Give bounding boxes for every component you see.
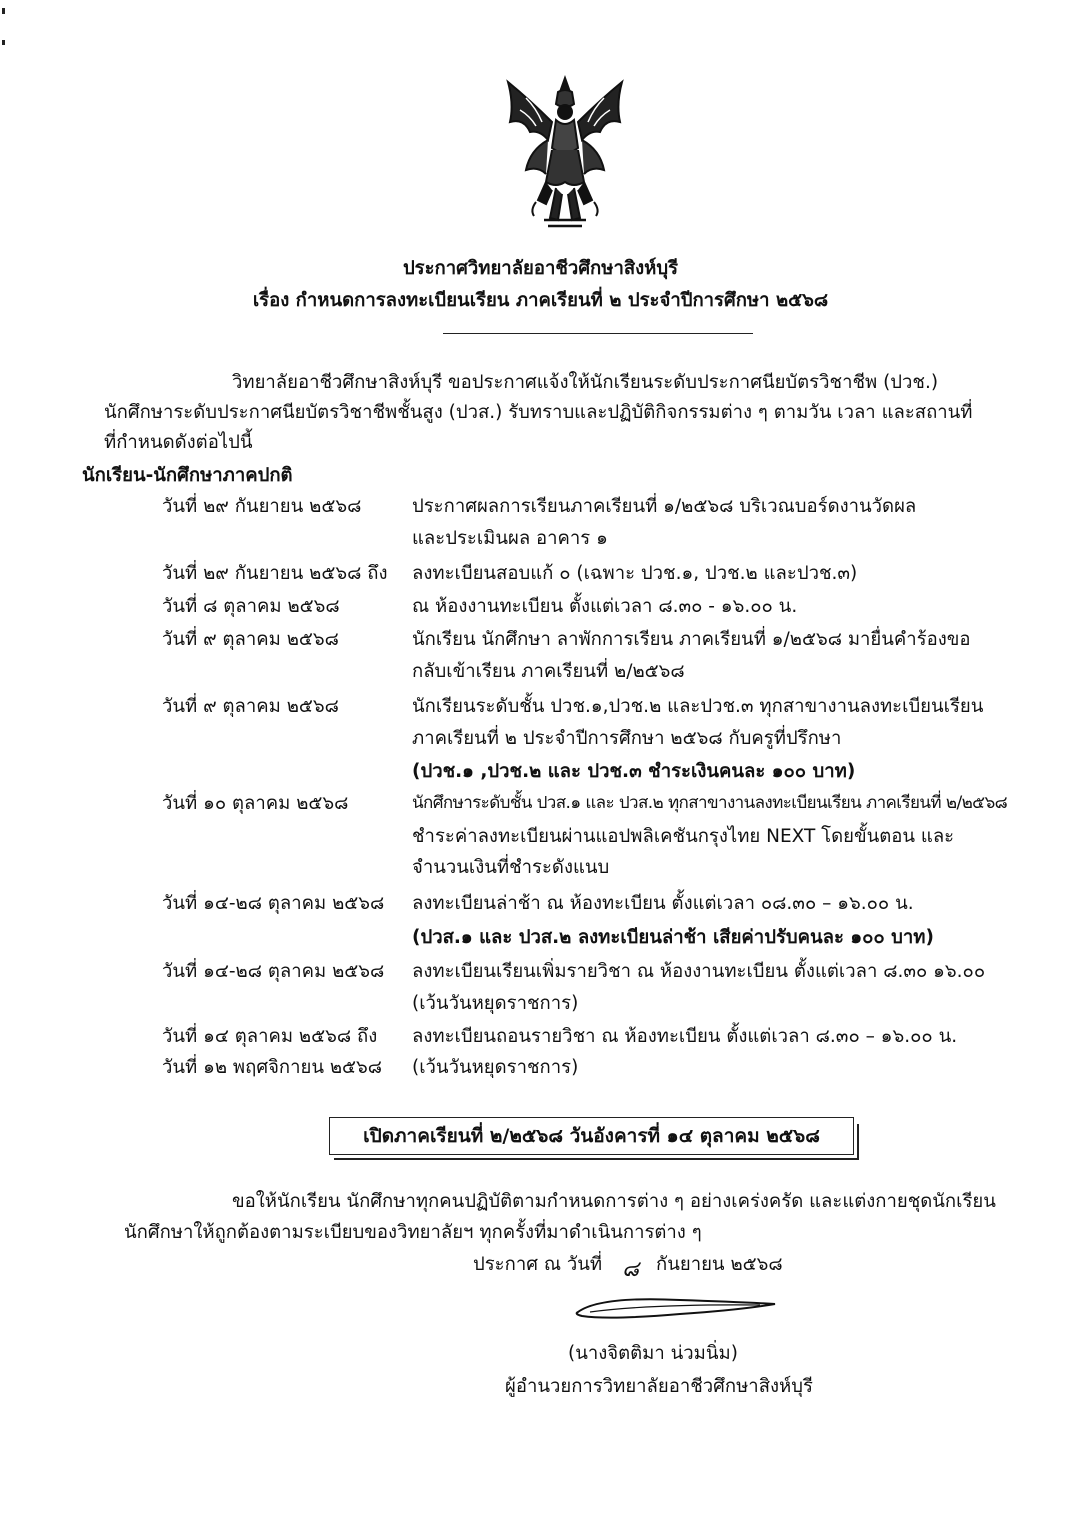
intro-line: วิทยาลัยอาชีวศึกษาสิงห์บุรี ขอประกาศแจ้งให้นักเรียนระดับประกาศนียบัตรวิชาชีพ (ปวช.) [232, 372, 939, 393]
announce-date-prefix: ประกาศ ณ วันที่ [473, 1254, 603, 1275]
schedule-detail: กลับเข้าเรียน ภาคเรียนที่ ๒/๒๕๖๘ [412, 661, 685, 682]
title-rule [443, 333, 753, 334]
margin-mark [2, 40, 5, 45]
schedule-detail: (เว้นวันหยุดราชการ) [412, 1057, 579, 1078]
schedule-detail: ลงทะเบียนถอนรายวิชา ณ ห้องทะเบียน ตั้งแต่เวลา ๘.๓๐ – ๑๖.๐๐ น. [412, 1026, 958, 1047]
handwritten-signature [570, 1290, 780, 1330]
semester-open-text: เปิดภาคเรียนที่ ๒/๒๕๖๘ วันอังคารที่ ๑๔ ตุลาคม ๒๕๖๘ [363, 1125, 820, 1147]
intro-line: ที่กำหนดดังต่อไปนี้ [104, 432, 253, 453]
intro-line: นักศึกษาระดับประกาศนียบัตรวิชาชีพชั้นสูง (ปวส.) รับทราบและปฏิบัติกิจกรรมต่าง ๆ ตามวัน เวลา และสถานที่ [104, 402, 973, 423]
schedule-date: วันที่ ๑๐ ตุลาคม ๒๕๖๘ [162, 793, 349, 814]
schedule-detail: และประเมินผล อาคาร ๑ [412, 528, 608, 549]
announce-date-month-year: กันยายน ๒๕๖๘ [656, 1254, 783, 1275]
schedule-detail: นักเรียน นักศึกษา ลาพักการเรียน ภาคเรียนที่ ๑/๒๕๖๘ มายื่นคำร้องขอ [412, 629, 971, 650]
schedule-detail: ณ ห้องงานทะเบียน ตั้งแต่เวลา ๘.๓๐ - ๑๖.๐๐ น. [412, 596, 798, 617]
schedule-detail: (เว้นวันหยุดราชการ) [412, 993, 579, 1014]
schedule-detail: ภาคเรียนที่ ๒ ประจำปีการศึกษา ๒๕๖๘ กับครูที่ปรึกษา [412, 728, 842, 749]
schedule-date: วันที่ ๒๙ กันยายน ๒๕๖๘ ถึง [162, 563, 388, 584]
semester-open-box [329, 1117, 854, 1155]
schedule-detail: นักเรียนระดับชั้น ปวช.๑,ปวช.๒ และปวช.๓ ทุกสาขางานลงทะเบียนเรียน [412, 696, 984, 717]
closing-line: นักศึกษาให้ถูกต้องตามระเบียบของวิทยาลัยฯ ทุกครั้งที่มาดำเนินการต่าง ๆ [124, 1222, 702, 1243]
schedule-detail: ลงทะเบียนสอบแก้ ๐ (เฉพาะ ปวช.๑, ปวช.๒ และปวช.๓) [412, 563, 858, 584]
section-heading: นักเรียน-นักศึกษาภาคปกติ [82, 465, 293, 486]
schedule-date: วันที่ ๑๔-๒๘ ตุลาคม ๒๕๖๘ [162, 961, 385, 982]
schedule-date: วันที่ ๑๔-๒๘ ตุลาคม ๒๕๖๘ [162, 893, 385, 914]
schedule-date: วันที่ ๘ ตุลาคม ๒๕๖๘ [162, 596, 340, 617]
schedule-detail: ลงทะเบียนเรียนเพิ่มรายวิชา ณ ห้องงานทะเบียน ตั้งแต่เวลา ๘.๓๐ ๑๖.๐๐ [412, 961, 986, 982]
schedule-detail: (ปวส.๑ และ ปวส.๒ ลงทะเบียนล่าช้า เสียค่าปรับคนละ ๑๐๐ บาท) [412, 927, 934, 948]
schedule-detail: ชำระค่าลงทะเบียนผ่านแอปพลิเคชันกรุงไทย NEXT โดยขั้นตอน และ [412, 826, 955, 847]
closing-line: ขอให้นักเรียน นักศึกษาทุกคนปฏิบัติตามกำหนดการต่าง ๆ อย่างเคร่งครัด และแต่งกายชุดนักเรียน [232, 1191, 996, 1212]
schedule-date: วันที่ ๒๙ กันยายน ๒๕๖๘ [162, 496, 362, 517]
garuda-emblem [500, 70, 630, 235]
signatory-position: ผู้อำนวยการวิทยาลัยอาชีวศึกษาสิงห์บุรี [505, 1376, 813, 1397]
margin-mark [2, 8, 5, 14]
schedule-detail: (ปวช.๑ ,ปวช.๒ และ ปวช.๓ ชำระเงินคนละ ๑๐๐ บาท) [412, 761, 856, 782]
signatory-name: (นางจิตติมา น่วมนิ่ม) [568, 1343, 738, 1364]
schedule-detail: ลงทะเบียนล่าช้า ณ ห้องทะเบียน ตั้งแต่เวลา ๐๘.๓๐ – ๑๖.๐๐ น. [412, 893, 914, 914]
announcement-subject: เรื่อง กำหนดการลงทะเบียนเรียน ภาคเรียนที่ ๒ ประจำปีการศึกษา ๒๕๖๘ [252, 290, 829, 311]
schedule-date: วันที่ ๙ ตุลาคม ๒๕๖๘ [162, 629, 339, 650]
schedule-date: วันที่ ๑๔ ตุลาคม ๒๕๖๘ ถึง [162, 1026, 378, 1047]
announce-date-day: ๘ [622, 1257, 639, 1282]
schedule-detail: นักศึกษาระดับชั้น ปวส.๑ และ ปวส.๒ ทุกสาขางานลงทะเบียนเรียน ภาคเรียนที่ ๒/๒๕๖๘ [412, 793, 1008, 813]
schedule-detail: จำนวนเงินที่ชำระดังแนบ [412, 857, 610, 878]
announcement-title: ประกาศวิทยาลัยอาชีวศึกษาสิงห์บุรี [402, 258, 679, 279]
schedule-detail: ประกาศผลการเรียนภาคเรียนที่ ๑/๒๕๖๘ บริเวณบอร์ดงานวัดผล [412, 496, 917, 517]
schedule-date: วันที่ ๑๒ พฤศจิกายน ๒๕๖๘ [162, 1057, 383, 1078]
schedule-date: วันที่ ๙ ตุลาคม ๒๕๖๘ [162, 696, 339, 717]
